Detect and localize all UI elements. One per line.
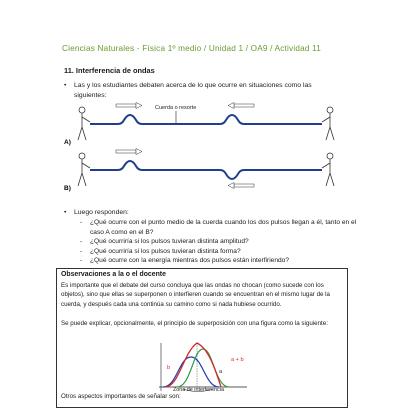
question-item xyxy=(80,256,360,266)
bullet-icon: • xyxy=(64,209,67,216)
zone-label: Zona de interferencia xyxy=(173,387,224,393)
questions-bullet xyxy=(64,208,354,218)
question-item xyxy=(80,237,360,247)
rope-pulses-figure xyxy=(60,100,350,195)
arrow-right-b xyxy=(116,149,142,155)
wave-b-curve xyxy=(163,357,219,387)
person-right-a xyxy=(322,107,334,140)
a-label: a xyxy=(219,369,223,375)
rope-a xyxy=(90,115,322,124)
questions-intro: Luego responden: xyxy=(74,209,129,216)
rope-b xyxy=(90,161,322,179)
question-text: ¿Qué ocurriría si los pulsos tuvieran distinta amplitud? xyxy=(90,238,249,245)
rope-label: Cuerda o resorte xyxy=(155,105,197,111)
arrow-left-b xyxy=(228,183,254,189)
sum-label: a + b xyxy=(231,357,244,363)
arrow-right-a xyxy=(116,103,142,109)
intro-text: Las y los estudiantes debaten acerca de lo que ocurre en situaciones como las siguientes: xyxy=(74,82,312,99)
notes-paragraph-1: Es importante que el debate del curso concluya que las ondas no chocan (como sucede con los objetos), sino que ellas se superponen o interfieren cuando se encuentran en el mismo lugar de la cuerda, y después cada una continúa su camino como si nada hubiese ocurrido. xyxy=(61,282,330,308)
case-b-label: B) xyxy=(64,185,71,192)
notes-title: Observaciones a la o el docente xyxy=(61,271,166,278)
person-left-a xyxy=(78,107,90,140)
dash-icon: - xyxy=(80,257,83,264)
notes-paragraph-2: Se puede explicar, opcionalmente, el principio de superposición con una figura como la siguiente: xyxy=(61,320,328,327)
teacher-notes-box xyxy=(56,268,348,408)
dash-icon: - xyxy=(80,247,83,255)
question-text: ¿Qué ocurre con el punto medio de la cuerda cuando los dos pulsos llegan a él, tanto en el caso A como en el B? xyxy=(90,219,357,236)
person-right-b xyxy=(322,153,334,186)
bullet-icon: • xyxy=(64,82,67,89)
case-a-label: A) xyxy=(64,139,71,146)
section-title: 11. Interferencia de ondas xyxy=(64,66,155,75)
b-label: b xyxy=(167,365,171,371)
intro-bullet xyxy=(64,81,342,100)
arrow-left-a xyxy=(228,103,254,109)
dash-icon: - xyxy=(80,238,83,245)
dash-icon: - xyxy=(80,219,83,226)
wave-a-curve xyxy=(177,349,229,387)
question-text: ¿Qué ocurre con la energía mientras dos pulsos están interfiriendo? xyxy=(90,257,290,264)
question-text: ¿Qué ocurriría si los pulsos tuvieran distinta forma? xyxy=(90,247,241,255)
person-left-b xyxy=(78,153,90,186)
document-header: Ciencias Naturales - Física 1º medio / Unidad 1 / OA9 / Actividad 11 xyxy=(62,44,321,53)
question-item xyxy=(80,218,360,237)
question-item xyxy=(80,247,360,257)
notes-footer: Otros aspectos importantes de señalar son: xyxy=(61,393,181,400)
